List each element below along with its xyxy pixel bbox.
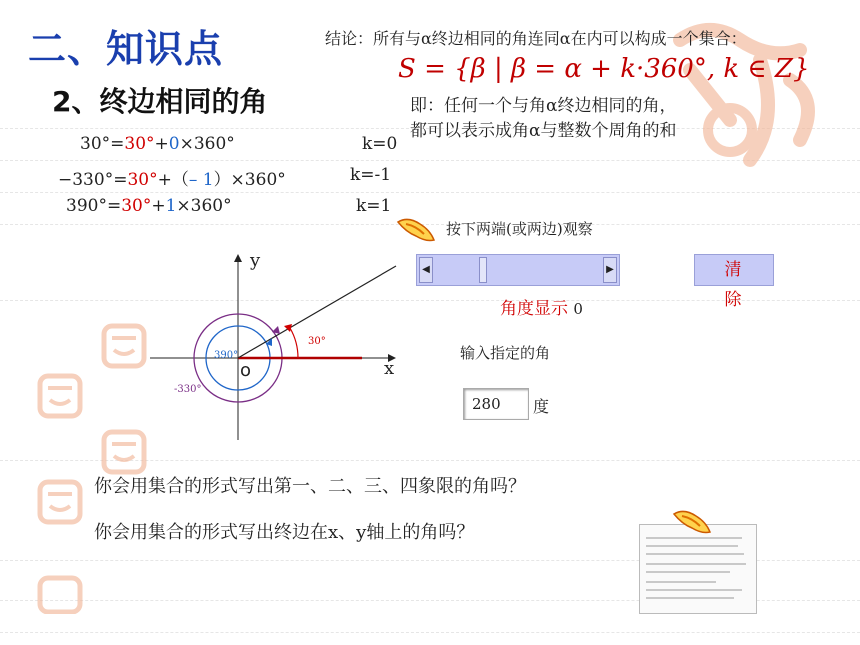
pointing-hand-icon [396, 214, 436, 244]
angle-neg330-label: -330° [174, 384, 202, 395]
example-row-3 [66, 196, 232, 216]
y-axis-label: y [250, 250, 261, 271]
conclusion-text: 结论：所有与α终边相同的角连同α在内可以构成一个集合： [325, 29, 747, 48]
y-axis-arrow-icon [234, 254, 242, 262]
example-row-1 [80, 134, 235, 154]
arc-neg330-arrow-icon [272, 326, 280, 334]
explanation-line-2: 都可以表示成角α与整数个周角的和 [410, 121, 677, 141]
example-tail: ×360° [176, 196, 232, 216]
angle-input[interactable]: 280 [463, 388, 529, 420]
explanation [410, 94, 676, 144]
question-2: 你会用集合的形式写出终边在x、y轴上的角吗？ [94, 522, 475, 543]
angle-display [500, 294, 583, 319]
right-arrow-icon: ▶ [606, 264, 614, 275]
example-tail: ×360° [179, 134, 235, 154]
watermark-seal-small-3 [100, 428, 148, 476]
example-op: + [151, 196, 166, 216]
question-1: 你会用集合的形式写出第一、二、三、四象限的角吗？ [94, 476, 526, 497]
observe-hint: 按下两端(或两边)观察 [446, 220, 593, 238]
example-k: 1 [165, 196, 177, 216]
angle-slider[interactable] [416, 254, 620, 286]
subtitle: 2、终边相同的角 [52, 85, 268, 118]
clear-button[interactable]: 清 除 [694, 254, 774, 286]
watermark-seal-small-5 [36, 574, 84, 614]
origin-label: o [240, 360, 252, 381]
example-base: 30° [124, 134, 155, 154]
example-lhs: −330°= [58, 170, 128, 190]
input-unit: 度 [533, 397, 550, 416]
example-base: 30° [121, 196, 152, 216]
example-tail: ）×360° [213, 170, 286, 190]
input-prompt: 输入指定的角 [460, 344, 551, 362]
section-title: 二、知识点 [28, 27, 224, 71]
k-label-2: k=-1 [350, 165, 392, 185]
left-arrow-icon: ◀ [422, 264, 430, 275]
slider-thumb[interactable] [479, 257, 487, 283]
example-base: 30° [127, 170, 158, 190]
example-k: 0 [168, 134, 180, 154]
example-k: – 1 [188, 170, 214, 190]
k-label-1: k=0 [362, 134, 398, 154]
x-axis-label: x [384, 358, 395, 379]
slider-right-button[interactable] [603, 257, 617, 283]
slider-left-button[interactable] [419, 257, 433, 283]
angle-diagram [150, 240, 410, 450]
example-op: + [154, 134, 169, 154]
example-op: +（ [157, 170, 189, 190]
example-lhs: 30°= [80, 134, 125, 154]
explanation-line-1: 即：任何一个与角α终边相同的角， [410, 96, 677, 116]
example-row-2 [58, 165, 286, 190]
pointing-hand-icon[interactable] [672, 506, 712, 536]
angle-390-label: 390° [214, 350, 239, 361]
angle-30-label: 30° [308, 336, 326, 347]
watermark-seal-small-4 [36, 478, 84, 526]
example-lhs: 390°= [66, 196, 122, 216]
set-formula: S = {β | β = α + k·360°, k ∈ Z} [398, 54, 810, 84]
angle-display-value: 0 [573, 300, 583, 318]
answer-thumbnail[interactable] [639, 524, 757, 614]
k-label-3: k=1 [356, 196, 392, 216]
watermark-seal-small-1 [100, 322, 148, 370]
angle-display-label: 角度显示 [500, 299, 568, 319]
watermark-seal-small-2 [36, 372, 84, 420]
arc-30 [290, 328, 298, 358]
